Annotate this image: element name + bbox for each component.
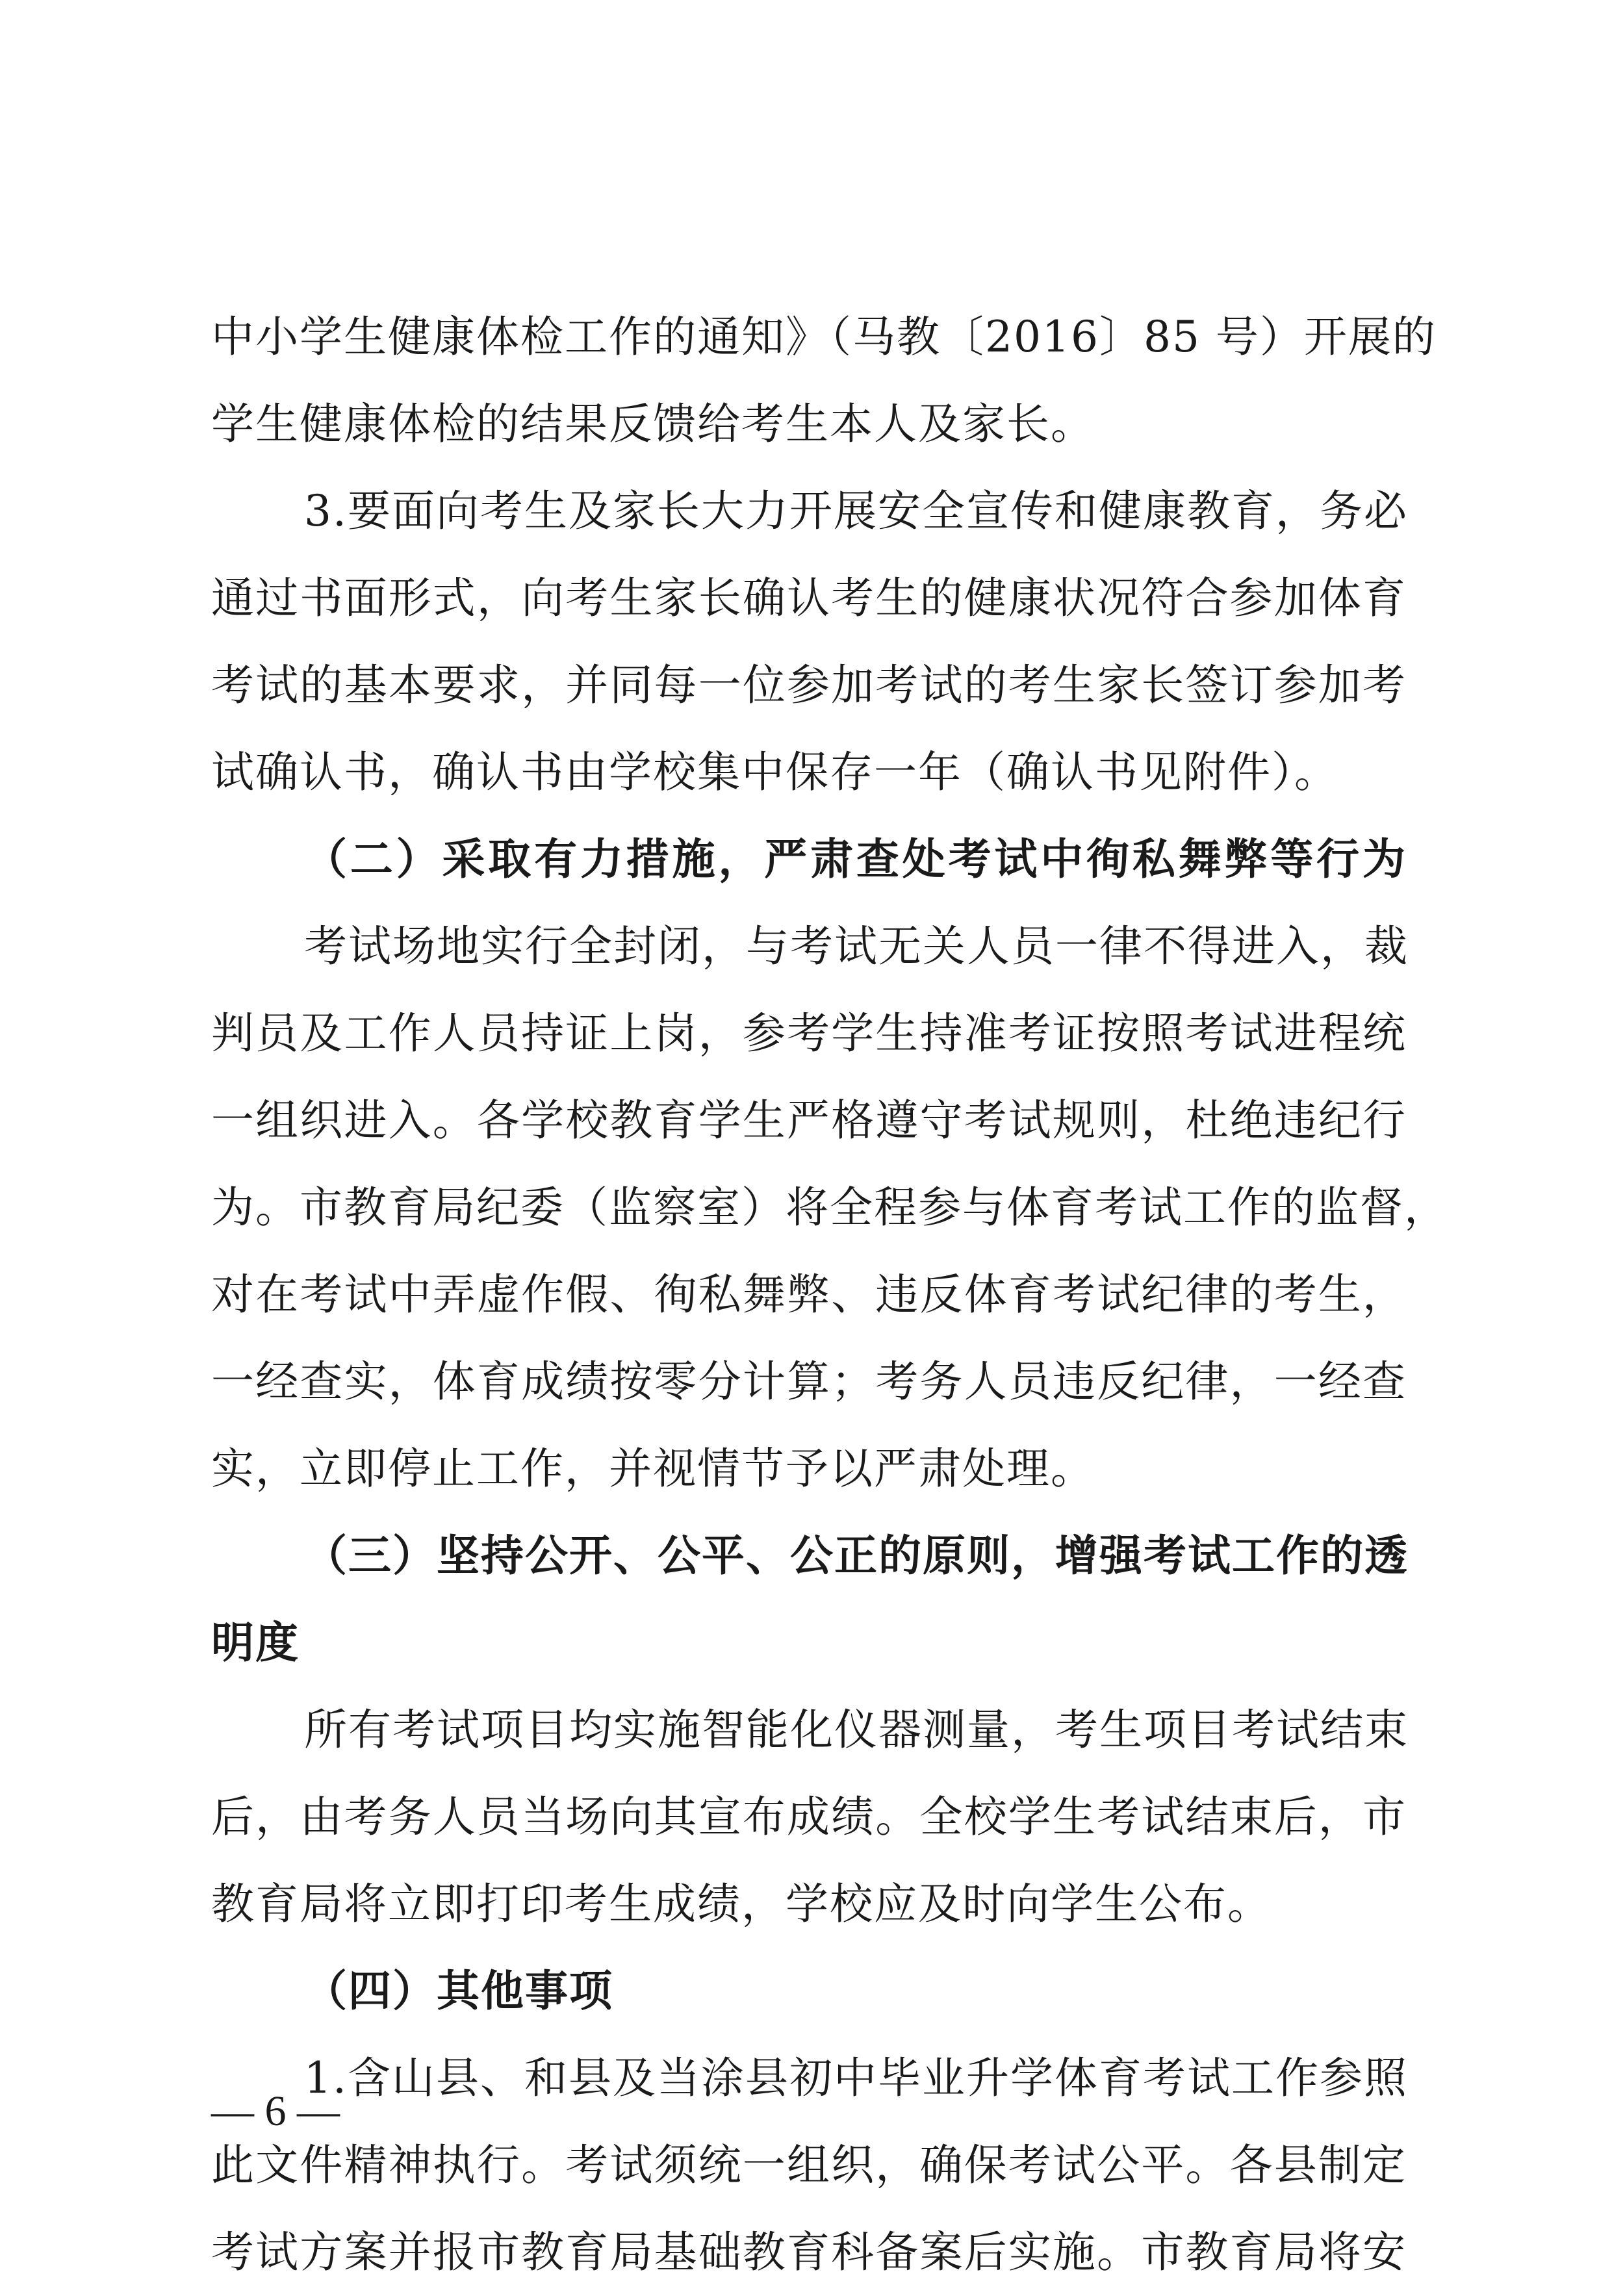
text-line: 为。市教育局纪委（监察室）将全程参与体育考试工作的监督，	[211, 1182, 1448, 1232]
text-line: 判员及工作人员持证上岗，参考学生持准考证按照考试进程统	[211, 1008, 1407, 1058]
text-line: 学生健康体检的结果反馈给考生本人及家长。	[211, 399, 1095, 449]
text-line: 此文件精神执行。考试须统一组织，确保考试公平。各县制定	[211, 2140, 1407, 2190]
text-line: 通过书面形式，向考生家长确认考生的健康状况符合参加体育	[211, 573, 1407, 623]
document-body	[211, 294, 1448, 2296]
text-line: 教育局将立即打印考生成绩，学校应及时向学生公布。	[211, 1879, 1272, 1929]
text-line: 3.要面向考生及家长大力开展安全宣传和健康教育，务必	[304, 486, 1408, 536]
text-line: 实，立即停止工作，并视情节予以严肃处理。	[211, 1444, 1095, 1494]
text-line: 对在考试中弄虚作假、徇私舞弊、违反体育考试纪律的考生，	[211, 1269, 1407, 1320]
text-line: 1.含山县、和县及当涂县初中毕业升学体育考试工作参照	[304, 2053, 1408, 2103]
text-line: 考试的基本要求，并同每一位参加考试的考生家长签订参加考	[211, 660, 1407, 710]
section-heading: （四）其他事项	[304, 1966, 613, 2016]
page-number: — 6 —	[211, 2087, 340, 2135]
text-line: 考试方案并报市教育局基础教育科备案后实施。市教育局将安	[211, 2227, 1407, 2277]
section-heading: （二）采取有力措施，严肃查处考试中徇私舞弊等行为	[304, 834, 1407, 884]
text-line: 一组织进入。各学校教育学生严格遵守考试规则，杜绝违纪行	[211, 1095, 1407, 1145]
text-line: 中小学生健康体检工作的通知》（马教〔2016〕85 号）开展的	[211, 312, 1437, 362]
text-line: 后，由考务人员当场向其宣布成绩。全校学生考试结束后，市	[211, 1792, 1407, 1842]
section-heading: 明度	[211, 1618, 300, 1668]
section-heading: （三）坚持公开、公平、公正的原则，增强考试工作的透	[304, 1531, 1409, 1581]
text-line: 所有考试项目均实施智能化仪器测量，考生项目考试结束	[304, 1705, 1409, 1755]
text-line: 一经查实，体育成绩按零分计算；考务人员违反纪律，一经查	[211, 1357, 1407, 1407]
text-line: 考试场地实行全封闭，与考试无关人员一律不得进入，裁	[304, 921, 1409, 971]
text-line: 试确认书，确认书由学校集中保存一年（确认书见附件）。	[211, 747, 1338, 797]
